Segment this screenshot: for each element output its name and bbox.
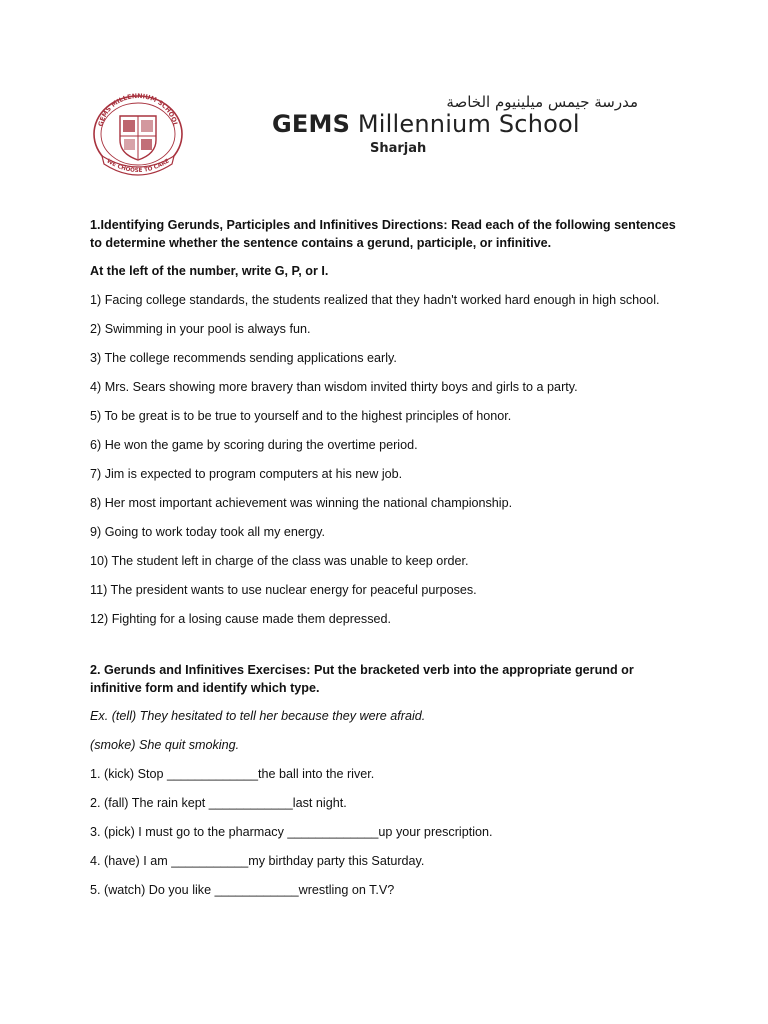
list-item: 2) Swimming in your pool is always fun. [90,322,311,336]
list-item: 12) Fighting for a losing cause made them depressed. [90,612,392,626]
list-item: 7) Jim is expected to program computers at his new job. [90,467,403,481]
list-item: 9) Going to work today took all my energy. [90,525,325,539]
school-header [88,92,688,187]
school-name-arabic: مدرسة جيمس ميلينيوم الخاصة [446,93,638,111]
section-spacer [90,639,680,661]
school-city: Sharjah [370,141,427,156]
section1-heading: 1.Identifying Gerunds, Participles and Infinitives Directions: Read each of the following sentences to determine whether the sentence contains a gerund, participle, or infinitive. [90,218,676,250]
school-crest-logo [88,92,188,182]
section1-instruction: At the left of the number, write G, P, or I. [90,264,329,278]
list-item: 5) To be great is to be true to yourself and to the highest principles of honor. [90,409,512,423]
list-item: 8) Her most important achievement was winning the national championship. [90,496,513,510]
list-item: 11) The president wants to use nuclear energy for peaceful purposes. [90,583,477,597]
list-item: 5. (watch) Do you like ____________wrestling on T.V? [90,883,395,897]
list-item: 10) The student left in charge of the class was unable to keep order. [90,554,469,568]
list-item: 6) He won the game by scoring during the overtime period. [90,438,418,452]
list-item: 3) The college recommends sending applications early. [90,351,397,365]
school-name [272,110,580,138]
list-item: 1. (kick) Stop _____________the ball into the river. [90,767,375,781]
list-item: 2. (fall) The rain kept ____________last night. [90,796,347,810]
worksheet-body [90,216,680,910]
section2-example: (smoke) She quit smoking. [90,738,240,752]
svg-text:GEMS MILLENNIUM SCHOOL: GEMS MILLENNIUM SCHOOL [97,92,179,128]
list-item: 4) Mrs. Sears showing more bravery than wisdom invited thirty boys and girls to a party. [90,380,578,394]
svg-text:WE CHOOSE TO CARE: WE CHOOSE TO CARE [105,158,171,175]
section2-exercise-list [90,765,680,899]
section2-example: Ex. (tell) They hesitated to tell her because they were afraid. [90,709,426,723]
school-name-rest: Millennium School [350,110,580,138]
section1-sentence-list [90,291,680,628]
school-name-bold: GEMS [272,110,351,138]
list-item: 1) Facing college standards, the students realized that they hadn't worked hard enough in high school. [90,293,660,307]
section2-heading: 2. Gerunds and Infinitives Exercises: Put the bracketed verb into the appropriate gerund or infinitive form and identify which type. [90,663,634,695]
list-item: 4. (have) I am ___________my birthday party this Saturday. [90,854,425,868]
list-item: 3. (pick) I must go to the pharmacy _____________up your prescription. [90,825,493,839]
